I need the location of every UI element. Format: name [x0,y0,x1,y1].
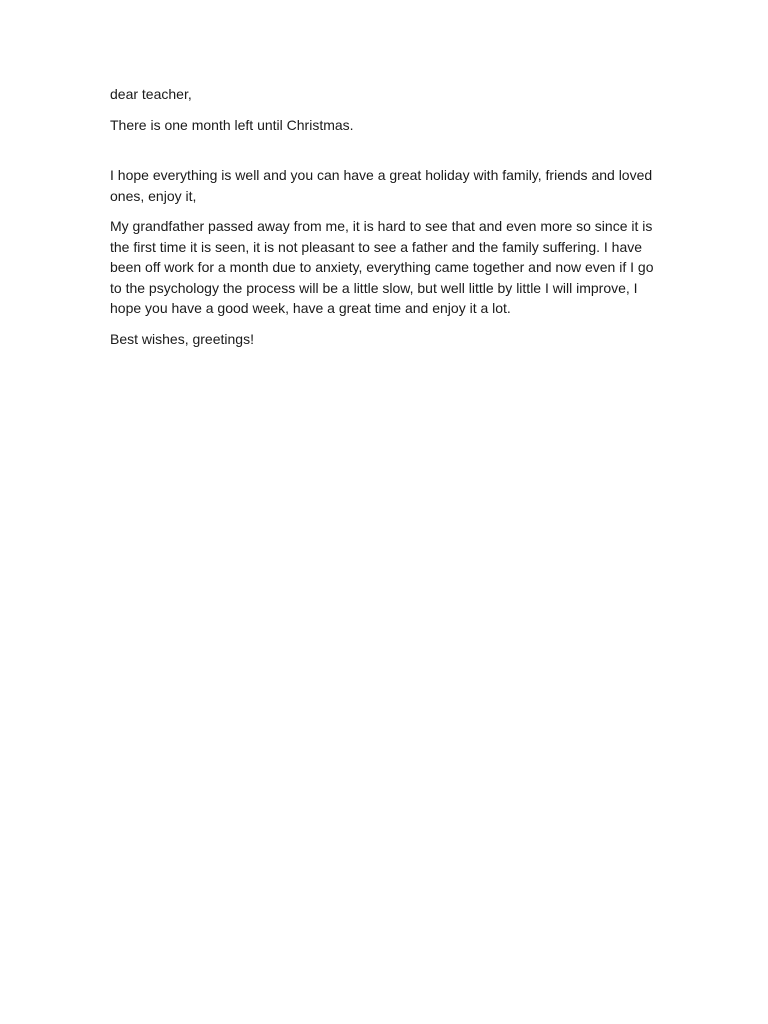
letter-salutation: dear teacher, [110,86,192,102]
letter-paragraph-news: My grandfather passed away from me, it is hard to see that and even more so since it is the first time it is seen, it is not pleasant to see a father and the family suffering. I have been off work for a month due to anxiety, everything came together and now even if I go to the psychology the process will be a little slow, but well little by little I will improve, I hope you have a good week, have a great time and enjoy it a lot. [110,218,654,316]
letter-paragraph-wishes: I hope everything is well and you can have a great holiday with family, friends and loved ones, enjoy it, [110,167,653,204]
letter-opening-line: There is one month left until Christmas. [110,116,354,133]
letter-closing: Best wishes, greetings! [110,330,254,347]
letter-body [110,84,660,359]
